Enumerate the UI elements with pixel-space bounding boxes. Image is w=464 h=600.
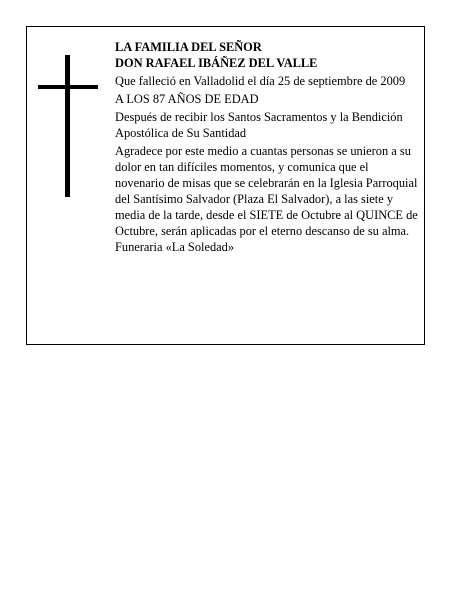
death-info: Que falleció en Valladolid el día 25 de septiembre de 2009 (115, 74, 406, 88)
notice-text (115, 39, 421, 255)
obituary-notice (26, 26, 425, 345)
latin-cross-icon (38, 55, 98, 197)
funeral-home: Funeraria «La Soledad» (115, 240, 235, 254)
cross-horizontal-bar (38, 85, 98, 89)
gratitude-message: Agradece por este medio a cuantas personas se unieron a su dolor en tan difíciles momentos, y comunica que el novenario de misas que se celebrarán en la Iglesia Parroquial del Santísimo Salvador (Plaza El Salvador), a las siete y media de la tarde, desde el SIETE de Octubre al QUINCE de Octubre, serán aplicadas por el eterno descanso de su alma. (115, 144, 418, 238)
cross-vertical-bar (65, 55, 70, 197)
family-line: LA FAMILIA DEL SEÑOR (115, 40, 262, 54)
sacraments-line: Después de recibir los Santos Sacramentos y la Bendición Apostólica de Su Santidad (115, 110, 403, 140)
deceased-name: DON RAFAEL IBÁÑEZ DEL VALLE (115, 56, 318, 70)
age-line: A LOS 87 AÑOS DE EDAD (115, 92, 259, 106)
